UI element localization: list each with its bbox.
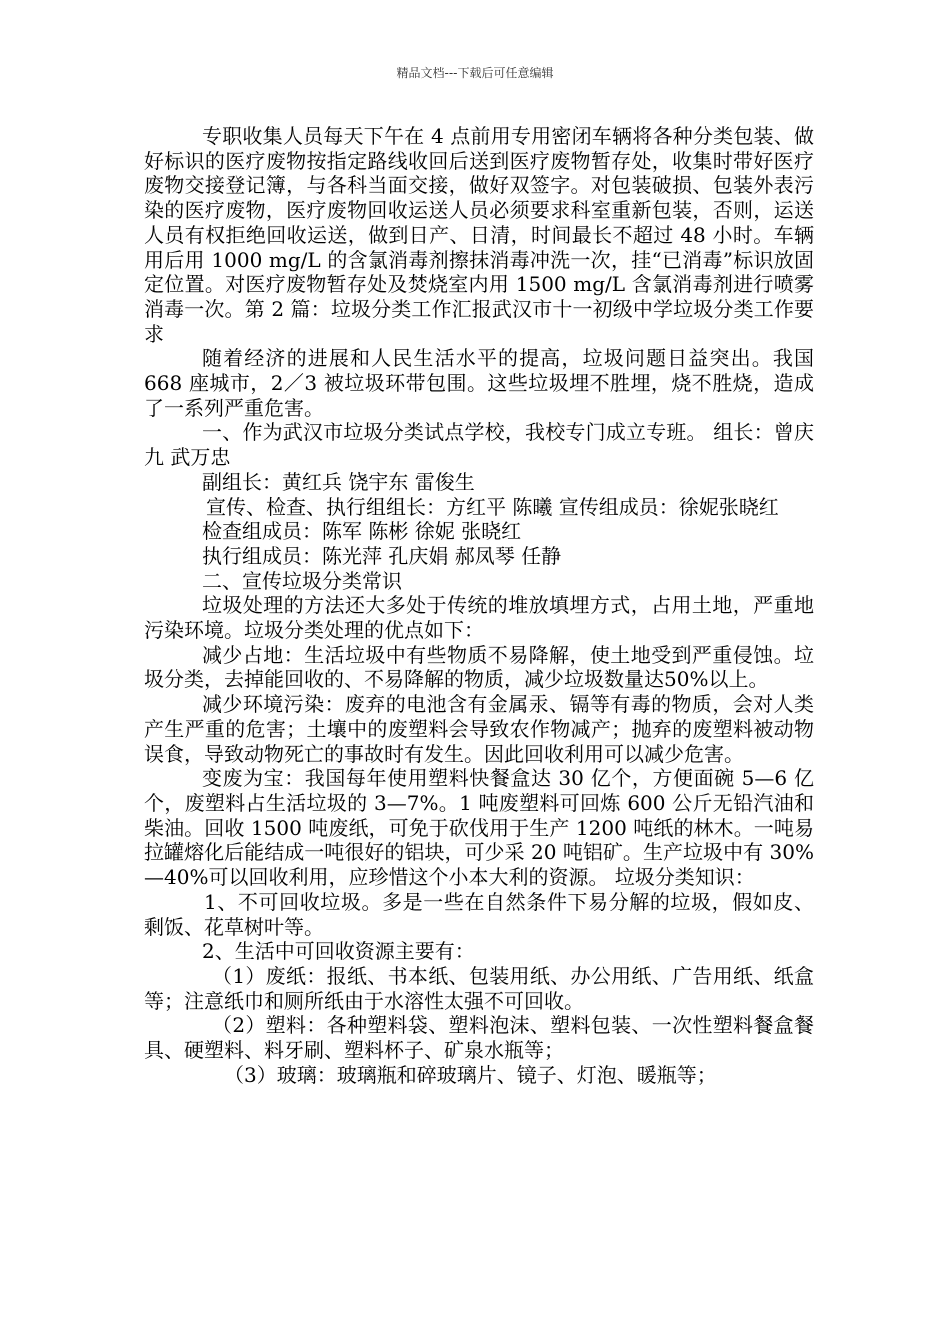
paragraph: （3）玻璃：玻璃瓶和碎玻璃片、镜子、灯泡、暖瓶等； — [224, 1062, 717, 1087]
paragraph: 垃圾处理的方法还大多处于传统的堆放填埋方式，占用土地，严重地污染环境。垃圾分类处理的优点如下： — [144, 593, 814, 643]
paragraph: 减少环境污染：废弃的电池含有金属汞、镉等有毒的物质，会对人类产生严重的危害；土壤中的废塑料会导致农作物减产；抛弃的废塑料被动物误食，导致动物死亡的事故时有发生。因此回收利用可以减少危害。 — [144, 692, 814, 766]
paragraph: 减少占地：生活垃圾中有些物质不易降解，使土地受到严重侵蚀。垃圾分类，去掉能回收的、不易降解的物质，减少垃圾数量达50%以上。 — [144, 642, 814, 692]
paragraph: 变废为宝：我国每年使用塑料快餐盒达 30 亿个，方便面碗 5—6 亿个，废塑料占生活垃圾的 3—7%。1 吨废塑料可回炼 600 公斤无铅汽油和柴油。回收 1500 吨废纸，可免于砍伐用于生产 1200 吨纸的林木。一吨易拉罐熔化后能结成一吨很好的铝块，可少采 20 吨铝矿。生产垃圾中有 30%—40%可以回收利用，应珍惜这个小本大利的资源。 垃圾分类知识： — [144, 766, 814, 890]
paragraph: （1）废纸：报纸、书本纸、包装用纸、办公用纸、广告用纸、纸盒等；注意纸巾和厕所纸由于水溶性太强不可回收。 — [144, 963, 814, 1013]
paragraph: 2、生活中可回收资源主要有： — [202, 939, 475, 964]
page-header: 精品文档---下载后可任意编辑 — [396, 66, 554, 80]
document-body — [144, 124, 814, 1087]
paragraph: 1、不可回收垃圾。多是一些在自然条件下易分解的垃圾，假如皮、剩饭、花草树叶等。 — [144, 889, 814, 939]
paragraph: 专职收集人员每天下午在 4 点前用专用密闭车辆将各种分类包装、做好标识的医疗废物按指定路线收回后送到医疗废物暂存处，收集时带好医疗废物交接登记簿，与各科当面交接，做好双签字。对包装破损、包装外表污染的医疗废物，医疗废物回收运送人员必须要求科室重新包装，否则，运送人员有权拒绝回收运送，做到日产、日清，时间最长不超过 48 小时。车辆用后用 1000 mg/L 的含氯消毒剂擦抹消毒冲洗一次，挂“已消毒”标识放固定位置。对医疗废物暂存处及焚烧室内用 1500 mg/L 含氯消毒剂进行喷雾消毒一次。第 2 篇：垃圾分类工作汇报武汉市十一初级中学垃圾分类工作要求 — [144, 124, 814, 346]
paragraph: 检查组成员：陈军 陈彬 徐妮 张晓红 — [202, 519, 522, 544]
paragraph: 一、作为武汉市垃圾分类试点学校，我校专门成立专班。 组长：曾庆九 武万忠 — [144, 420, 814, 470]
paragraph: 宣传、检查、执行组组长：方红平 陈曦 宣传组成员：徐妮张晓红 — [206, 494, 779, 519]
paragraph: （2）塑料：各种塑料袋、塑料泡沫、塑料包装、一次性塑料餐盒餐具、硬塑料、料牙刷、塑料杯子、矿泉水瓶等； — [144, 1013, 814, 1063]
paragraph: 副组长：黄红兵 饶宇东 雷俊生 — [202, 469, 475, 494]
paragraph: 随着经济的进展和人民生活水平的提高，垃圾问题日益突出。我国 668 座城市，2／3 被垃圾环带包围。这些垃圾埋不胜埋，烧不胜烧，造成了一系列严重危害。 — [144, 346, 814, 420]
paragraph: 二、宣传垃圾分类常识 — [202, 568, 402, 593]
paragraph: 执行组成员：陈光萍 孔庆娟 郝凤琴 任静 — [202, 543, 562, 568]
